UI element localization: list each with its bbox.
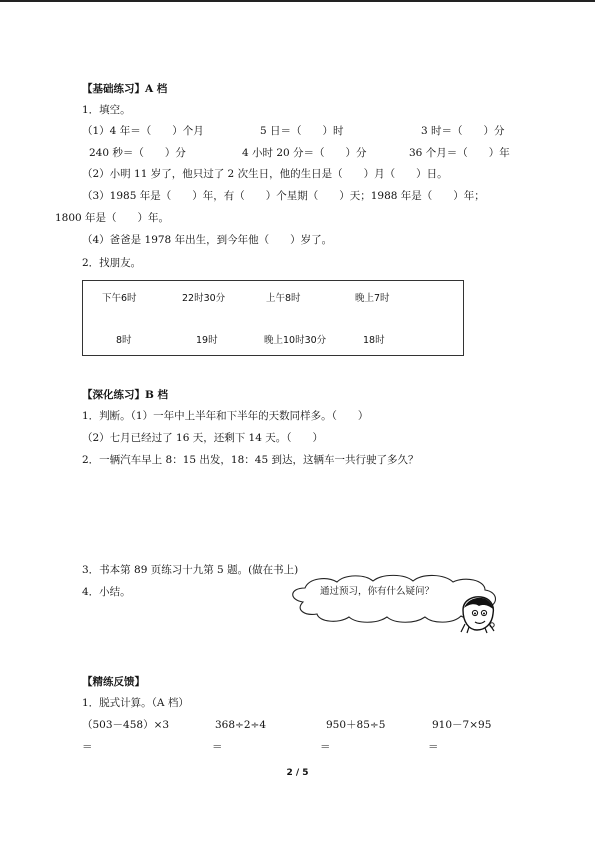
fill-line-2: （2）小明 11 岁了，他只过了 2 次生日，他的生日是（ ）月（ ）日。 <box>82 168 448 180</box>
match-top-1: 下午6时 <box>102 293 137 304</box>
thought-bubble-text: 通过预习，你有什么疑问？ <box>320 586 435 597</box>
match-bottom-2: 19时 <box>196 335 218 346</box>
match-bottom-4: 18时 <box>363 335 385 346</box>
match-top-3: 上午8时 <box>266 293 301 304</box>
expr-1: （503－458）×3 <box>82 719 170 731</box>
fill-2-2: 4 小时 20 分＝（ ）分 <box>242 147 367 159</box>
deep-q4: 4．小结。 <box>82 586 131 598</box>
equals-3: ＝ <box>320 741 331 753</box>
fill-1-3: 3 时＝（ ）分 <box>421 125 505 137</box>
fill-2-3: 36 个月＝（ ）年 <box>409 147 510 159</box>
q2-title: 2．找朋友。 <box>82 257 142 269</box>
cartoon-boy-icon <box>455 594 497 634</box>
fill-line-3a: （3）1985 年是（ ）年，有（ ）个星期（ ）天；1988 年是（ ）年； <box>82 190 485 202</box>
fill-2-1: 240 秒＝（ ）分 <box>89 147 186 159</box>
fill-1-2: 5 日＝（ ）时 <box>260 125 344 137</box>
expr-3: 950＋85÷5 <box>326 719 386 731</box>
match-bottom-1: 8时 <box>116 335 132 346</box>
top-border <box>0 0 595 2</box>
deep-q2: 2．一辆汽车早上 8：15 出发，18：45 到达，这辆车一共行驶了多久？ <box>82 454 419 466</box>
expr-2: 368÷2÷4 <box>215 719 266 731</box>
feedback-q1: 1．脱式计算。（A 档） <box>82 697 189 709</box>
deep-q3: 3．书本第 89 页练习十九第 5 题。(做在书上) <box>82 564 299 576</box>
match-top-2: 22时30分 <box>182 293 226 304</box>
fill-1-1: （1）4 年＝（ ）个月 <box>82 125 204 137</box>
page-number: 2 / 5 <box>286 768 309 778</box>
equals-4: ＝ <box>428 741 439 753</box>
fill-line-3b: 1800 年是（ ）年。 <box>55 212 170 224</box>
deep-q1a: 1．判断。（1）一年中上半年和下半年的天数同样多。（ ） <box>82 410 369 422</box>
equals-1: ＝ <box>82 741 93 753</box>
section-heading-basic: 【基础练习】A 档 <box>82 83 168 95</box>
match-bottom-3: 晚上10时30分 <box>264 335 327 346</box>
q1-title: 1．填空。 <box>82 104 131 116</box>
deep-q1b: （2）七月已经过了 16 天，还剩下 14 天。（ ） <box>82 432 324 444</box>
section-heading-deep: 【深化练习】B 档 <box>82 389 169 401</box>
expr-4: 910－7×95 <box>432 719 492 731</box>
fill-line-4: （4）爸爸是 1978 年出生，到今年他（ ）岁了。 <box>82 234 333 246</box>
match-top-4: 晚上7时 <box>355 293 390 304</box>
equals-2: ＝ <box>212 741 223 753</box>
section-heading-feedback: 【精练反馈】 <box>82 676 145 688</box>
